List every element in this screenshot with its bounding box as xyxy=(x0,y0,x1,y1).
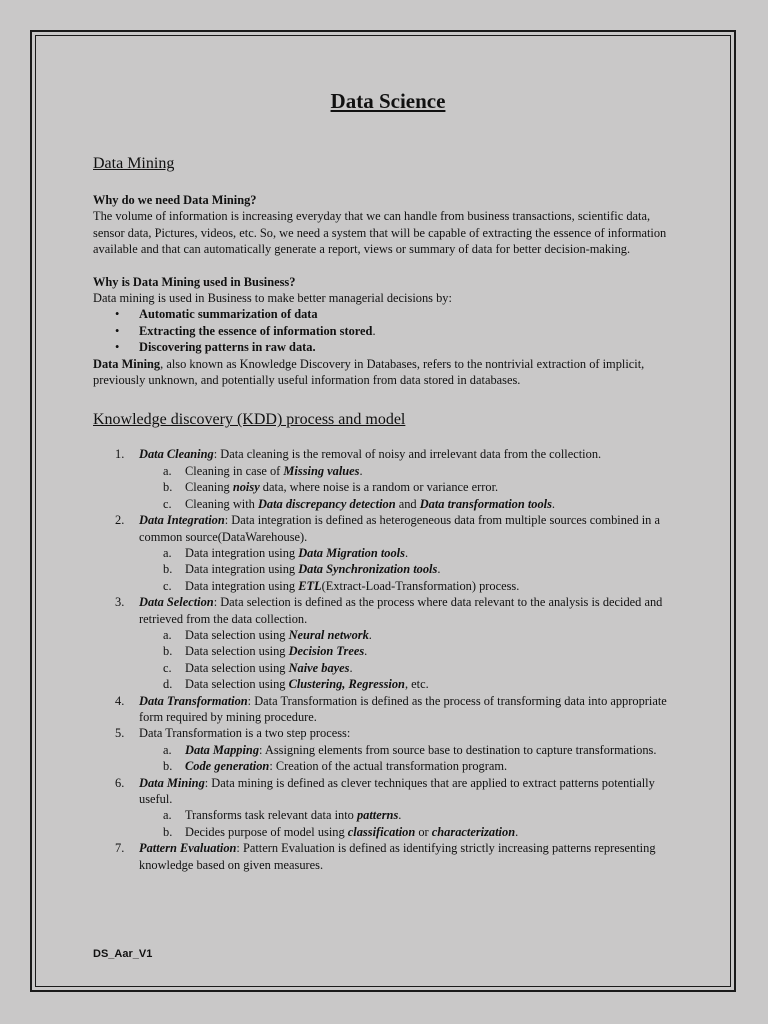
sub-item xyxy=(139,627,683,643)
sub-item xyxy=(139,660,683,676)
kdd-step xyxy=(93,840,683,873)
step-text: : Data cleaning is the removal of noisy and irrelevant data from the collection. xyxy=(213,447,602,462)
step-text: : Data mining is defined as clever techniques that are applied to extract patterns potentially useful. xyxy=(139,775,655,806)
section-heading-data-mining: Data Mining xyxy=(93,155,175,172)
sub-text: Cleaning xyxy=(185,480,233,495)
sub-letter: b. xyxy=(163,562,173,577)
kdd-steps-list xyxy=(93,446,683,873)
question-why-need: Why do we need Data Mining? xyxy=(93,193,257,207)
sub-term: Data Mapping xyxy=(185,742,260,757)
sub-term: Code generation xyxy=(185,759,270,774)
sub-text: . xyxy=(359,463,363,478)
step-text: Data Transformation is a two step process: xyxy=(139,726,351,741)
sub-item xyxy=(139,578,683,594)
sub-text: (Extract-Load-Transformation) process. xyxy=(321,578,520,593)
sub-letter: a. xyxy=(163,742,172,757)
sub-text: : Creation of the actual transformation program. xyxy=(269,759,508,774)
sub-term: Naive bayes xyxy=(288,660,350,675)
sub-text: Data selection using xyxy=(185,660,289,675)
step-number: 4. xyxy=(115,693,125,708)
step-text: : Data Transformation is defined as the process of transforming data into appropriate form required by mining procedure. xyxy=(139,693,667,724)
sub-text: Data integration using xyxy=(185,545,299,560)
step-text: : Data integration is defined as heterogeneous data from multiple sources combined in a common source(DataWarehouse). xyxy=(139,513,660,544)
definition-term: Data Mining xyxy=(93,356,161,371)
sub-term: Data Synchronization tools xyxy=(298,562,438,577)
sub-letter: a. xyxy=(163,463,172,478)
page-title: Data Science xyxy=(330,89,446,113)
sub-letter: b. xyxy=(163,644,173,659)
sub-letter: c. xyxy=(163,578,172,593)
kdd-step xyxy=(93,594,683,692)
sub-item xyxy=(139,676,683,692)
step-sub-list xyxy=(139,627,683,693)
kdd-step xyxy=(93,725,683,774)
sub-item xyxy=(139,545,683,561)
step-term: Data Integration xyxy=(139,513,225,528)
sub-term: Data transformation tools xyxy=(419,496,552,511)
sub-text: Data integration using xyxy=(185,562,299,577)
sub-item xyxy=(139,561,683,577)
sub-letter: c. xyxy=(163,660,172,675)
sub-text: . xyxy=(437,562,441,577)
sub-item xyxy=(139,758,683,774)
sub-item xyxy=(139,479,683,495)
paragraph-definition: Data Mining, also known as Knowledge Discovery in Databases, refers to the nontrivial extraction of implicit, previously unknown, and potentially useful information from data stored in databases. xyxy=(93,356,645,388)
step-sub-list xyxy=(139,545,683,594)
sub-letter: b. xyxy=(163,759,173,774)
question-why-business: Why is Data Mining used in Business? xyxy=(93,274,296,289)
sub-item xyxy=(139,807,683,823)
sub-term: Missing values xyxy=(283,463,360,478)
step-number: 2. xyxy=(115,513,125,528)
sub-term: ETL xyxy=(298,578,322,593)
step-term: Data Cleaning xyxy=(139,447,214,462)
step-term: Data Transformation xyxy=(139,693,248,708)
step-sub-list xyxy=(139,807,683,840)
sub-item xyxy=(139,742,683,758)
step-number: 5. xyxy=(115,726,125,741)
bullet-item: • Automatic summarization of data xyxy=(139,306,683,322)
step-number: 1. xyxy=(115,447,125,462)
sub-text: Cleaning in case of xyxy=(185,463,284,478)
sub-letter: d. xyxy=(163,677,173,692)
step-sub-list xyxy=(139,742,683,775)
sub-term: characterization xyxy=(431,824,516,839)
sub-text: , etc. xyxy=(404,677,429,692)
sub-text: : Assigning elements from source base to destination to capture transformations. xyxy=(259,742,657,757)
bullet-item: • Extracting the essence of information stored. xyxy=(139,323,683,339)
sub-letter: a. xyxy=(163,627,172,642)
sub-letter: a. xyxy=(163,545,172,560)
step-term: Pattern Evaluation xyxy=(139,841,237,856)
sub-text: Data integration using xyxy=(185,578,299,593)
kdd-step xyxy=(93,446,683,512)
sub-letter: b. xyxy=(163,480,173,495)
sub-letter: a. xyxy=(163,808,172,823)
sub-term: noisy xyxy=(232,480,260,495)
sub-text: Data selection using xyxy=(185,677,289,692)
step-term: Data Mining xyxy=(139,775,205,790)
sub-item xyxy=(139,496,683,512)
sub-term: Neural network xyxy=(288,627,369,642)
sub-item xyxy=(139,643,683,659)
step-term: Data Selection xyxy=(139,595,214,610)
sub-text: . xyxy=(551,496,556,511)
sub-text: Cleaning with xyxy=(185,496,258,511)
kdd-step xyxy=(93,775,683,841)
sub-text: Data selection using xyxy=(185,644,289,659)
sub-text: Data selection using xyxy=(185,627,289,642)
sub-text: . xyxy=(349,660,353,675)
sub-term: Clustering, Regression xyxy=(288,677,405,692)
step-number: 3. xyxy=(115,595,125,610)
sub-term: classification xyxy=(347,824,416,839)
sub-text: . xyxy=(398,808,402,823)
section-heading-kdd: Knowledge discovery (KDD) process and model xyxy=(93,411,406,429)
step-text: : Data selection is defined as the process where data relevant to the analysis is decided and retrieved from the data collection. xyxy=(139,595,663,626)
sub-text: . xyxy=(364,644,368,659)
sub-text: . xyxy=(515,824,519,839)
sub-text: Transforms task relevant data into xyxy=(185,808,357,823)
business-bullet-list xyxy=(93,306,683,355)
step-sub-list xyxy=(139,463,683,512)
paragraph-business: Data mining is used in Business to make better managerial decisions by: xyxy=(93,291,452,306)
paragraph-volume: The volume of information is increasing everyday that we can handle from business transactions, scientific data, sensor data, Pictures, videos, etc. So, we need a system that will be capable of extracting the essence of information available and that can automatically generate a report, views or summary of data for better decision-making. xyxy=(93,209,667,257)
sub-text: and xyxy=(395,496,420,511)
sub-term: Data Migration tools xyxy=(298,545,405,560)
sub-item xyxy=(139,824,683,840)
footer-doc-id: DS_Aar_V1 xyxy=(93,948,153,960)
sub-item xyxy=(139,463,683,479)
kdd-step xyxy=(93,512,683,594)
sub-term: Decision Trees xyxy=(288,644,365,659)
sub-term: Data discrepancy detection xyxy=(257,496,396,511)
step-number: 7. xyxy=(115,841,125,856)
sub-text: . xyxy=(368,627,372,642)
sub-text: or xyxy=(415,824,432,839)
sub-letter: c. xyxy=(163,496,172,511)
bullet-item: • Discovering patterns in raw data. xyxy=(139,339,683,355)
step-number: 6. xyxy=(115,775,125,790)
sub-text: Decides purpose of model using xyxy=(185,824,348,839)
kdd-step xyxy=(93,693,683,726)
sub-text: data, where noise is a random or variance error. xyxy=(259,480,499,495)
sub-text: . xyxy=(404,545,409,560)
sub-term: patterns xyxy=(356,808,399,823)
document-body xyxy=(93,86,683,873)
step-text: : Pattern Evaluation is defined as identifying strictly increasing patterns representing knowledge based on given measures. xyxy=(139,841,656,872)
sub-letter: b. xyxy=(163,824,173,839)
